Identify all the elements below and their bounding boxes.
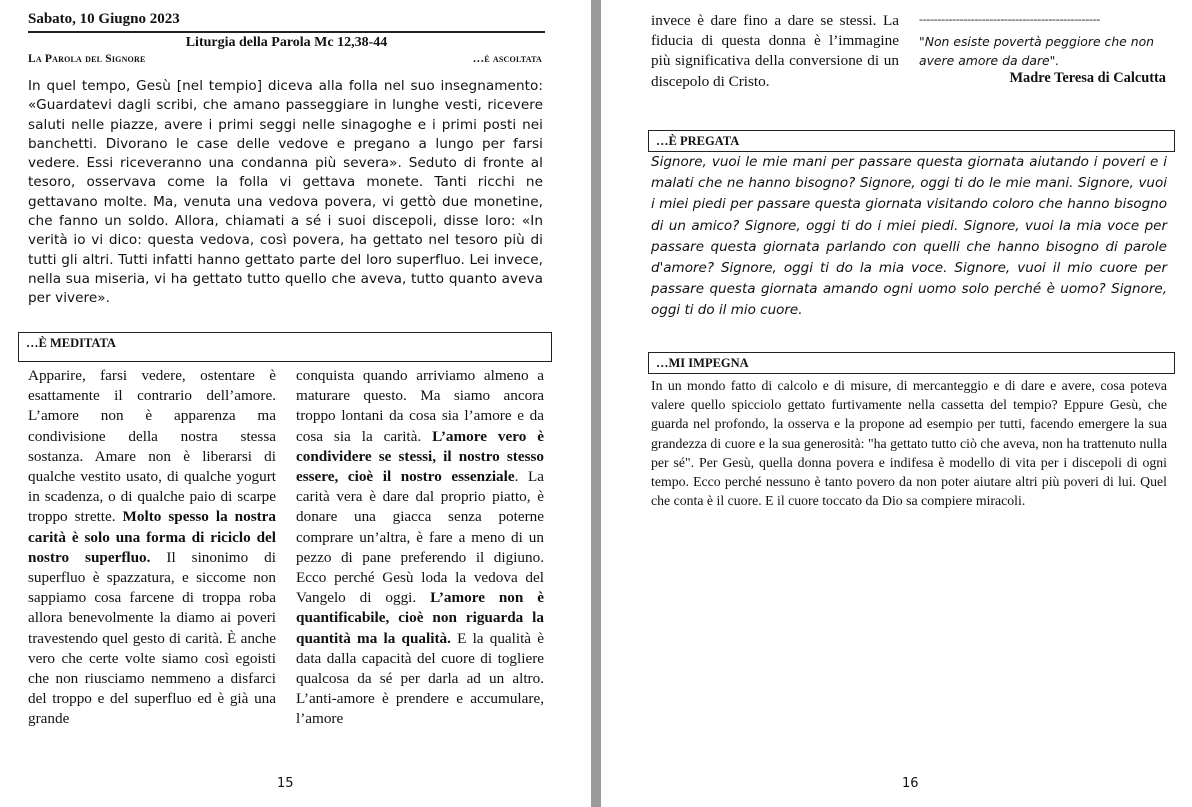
header-rule [28, 31, 545, 33]
commitment-text: In un mondo fatto di calcolo e di misure, di mercanteggio e di dare e avere, cosa poteva valere quello spicciolo gettato furtivamente nella cassetta del tempio? Eppure Gesù, che guarda nel profondo, la osserva e la propone ad esempio per tutti, facendo emergere la sua grandezza di cuore e la sua generosità: "ha gettato tutto ciò che aveva, non ha trattenuto nulla per sé". Per Gesù, quella donna povera e indifesa è modello di vita per i discepoli di ogni tempo. Ecco perché nessuno è tanto povero da non poter aiutare altri più poveri di lui. Quel che conta è il cuore. E il cuore toccato da Dio sa compiere miracoli. [651, 378, 1167, 509]
meditation-column-1 [28, 366, 276, 730]
page-gutter [591, 0, 601, 807]
section-label-ascoltata: …è ascoltata [472, 53, 542, 65]
right-page [601, 0, 1192, 807]
pregata-heading: …È PREGATA [656, 134, 740, 148]
section-label-parola: La Parola del Signore [28, 53, 146, 65]
impegna-heading: …MI IMPEGNA [656, 356, 749, 370]
gospel-text: In quel tempo, Gesù [nel tempio] diceva alla folla nel suo insegnamento: «Guardatevi dagli scribi, che amano passeggiare in lunghe vesti, ricevere saluti nelle piazze, avere i primi seggi nelle sinagoghe e i primi posti nei banchetti. Divorano le case delle vedove e pregano a lungo per farsi vedere. Essi riceveranno una condanna più severa». Seduto di fronte al tesoro, osservava come la folla vi gettava monete. Tanti ricchi ne gettavano molte. Ma, venuta una vedova povera, vi gettò due monetine, che fanno un soldo. Allora, chiamati a sé i suoi discepoli, disse loro: «In verità io vi dico: questa vedova, così povera, ha gettato nel tesoro più di tutti gli altri. Tutti infatti hanno gettato parte del loro superfluo. Lei invece, nella sua miseria, vi ha gettato tutto quello che aveva, tutto quanto aveva per vivere». [28, 78, 543, 307]
quote-separator: ------------------------------------------------- [919, 12, 1101, 26]
meditation-text: conquista quando arriviamo almeno a maturare questo. Ma siamo ancora troppo lontani da cosa sia l’amore e da cosa sia la carità. [296, 367, 544, 445]
page-number: 16 [902, 776, 919, 791]
meditation-column-2 [296, 366, 544, 730]
meditation-bold-text: Molto spesso la nostra carità è solo una forma di riciclo del nostro superfluo. [28, 508, 276, 566]
quote-text: "Non esiste povertà peggiore che non avere amore da dare". [919, 34, 1155, 68]
meditation-text: . La carità vera è dare dal proprio piatto, è donare una giacca senza poterne comprare un’altra, è fare a meno di un pezzo di pane preferendo il digiuno. Ecco perché Gesù loda la vedova del Vangelo di oggi. [296, 468, 544, 607]
meditata-heading: …È MEDITATA [26, 336, 116, 350]
meditation-text: E la qualità è data dalla capacità del cuore di togliere qualcosa da sé per darla ad un altro. L’anti-amore è prendere e accumulare, l’amore [296, 629, 544, 728]
left-page [0, 0, 591, 807]
meditation-continuation: invece è dare fino a dare se stessi. La fiducia di questa donna è l’immagine più significativa della conversione di un discepolo di Cristo. [651, 12, 899, 90]
meditation-bold-text: L’amore vero è condividere se stessi, il nostro stesso essere, cioè il nostro essenziale [296, 427, 544, 486]
meditation-bold-text: L’amore non è quantificabile, cioè non riguarda la quantità ma la qualità. [296, 589, 544, 647]
meditation-text: Apparire, farsi vedere, ostentare è esattamente il contrario dell’amore. L’amore non è apparenza ma condivisione della nostra stessa sostanza. Amare non è liberarsi di qualche vestito usato, di qualche yogurt in scadenza, o di qualche paio di scarpe troppo strette. [28, 367, 276, 526]
prayer-text: Signore, vuoi le mie mani per passare questa giornata aiutando i poveri e i malati che ne hanno bisogno? Signore, oggi ti do le mie mani. Signore, vuoi i miei piedi per passare questa giornata visitando coloro che hanno bisogno di un amico? Signore, oggi ti do i miei piedi. Signore, vuoi la mia voce per passare questa giornata parlando con quelli che hanno bisogno di parole d'amore? Signore, oggi ti do la mia voce. Signore, vuoi il mio cuore per passare questa giornata amando ogni uomo solo perché è uomo? Signore, oggi ti do il mio cuore. [651, 154, 1167, 319]
pregata-heading-box [648, 130, 1175, 152]
liturgy-title: Liturgia della Parola Mc 12,38-44 [185, 35, 388, 50]
meditation-text: Il sinonimo di superfluo è spazzatura, e siccome non sappiamo cosa farcene di troppa roba allora benevolmente la diamo ai poveri travestendo quel gesto di carità. È anche vero che certe volte siamo così egoisti che non riusciamo nemmeno a disfarci del troppo e del superfluo ed è già una grande [28, 548, 276, 728]
page-number: 15 [277, 776, 294, 791]
meditata-heading-box [18, 332, 552, 362]
date-header: Sabato, 10 Giugno 2023 [28, 11, 180, 27]
quote-author: Madre Teresa di Calcutta [1009, 70, 1166, 86]
impegna-heading-box [648, 352, 1175, 374]
column-divider-tick [277, 361, 295, 362]
